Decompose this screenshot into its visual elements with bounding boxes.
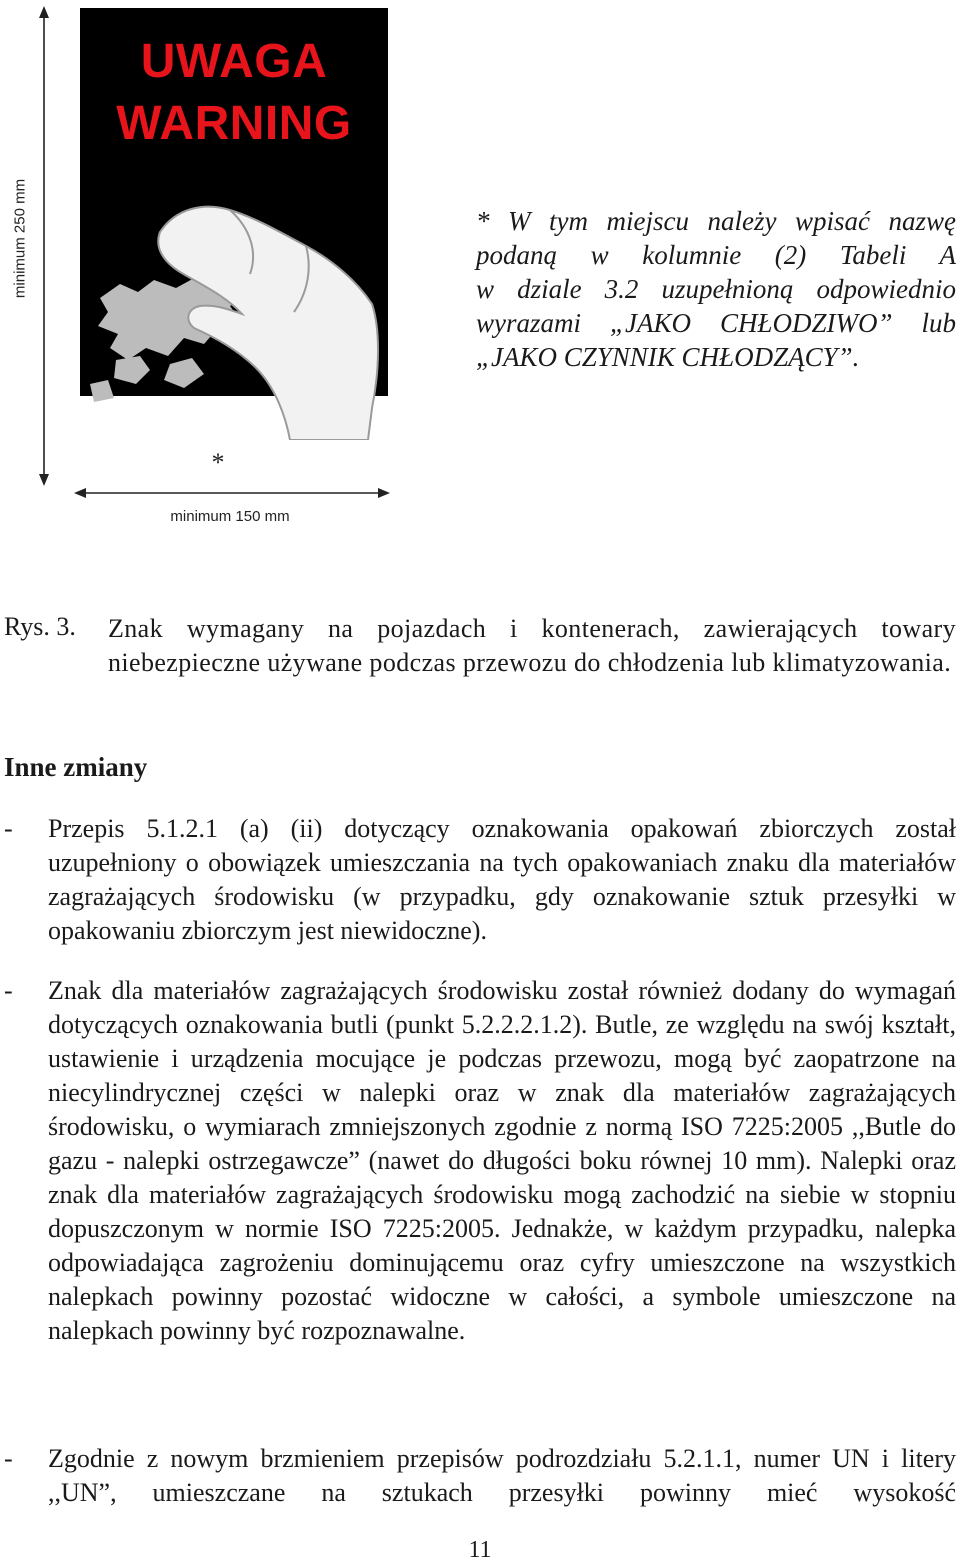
sign-title-warning: WARNING: [116, 97, 352, 150]
note-line: „JAKO CZYNNIK CHŁODZĄCY”.: [476, 342, 860, 372]
list-dash: -: [4, 1444, 13, 1473]
figure-caption-text: Znak wymagany na pojazdach i kontenerach, zawierających towary niebezpieczne używane podczas przewozu do chłodzenia lub klimatyzowania.: [108, 614, 956, 677]
placeholder-star: *: [211, 448, 225, 477]
height-label: minimum 250 mm: [11, 178, 29, 299]
note-line: podaną w kolumnie (2) Tabeli A: [476, 240, 956, 270]
list-item-text: Znak dla materiałów zagrażających środowisku został również dodany do wymagań dotyczących oznakowania butli (punkt 5.2.2.2.1.2). Butle, ze względu na swój kształt, ustawienie i urządzenia mocujące je podczas przewozu, mogą być zaopatrzone na niecylindrycznej części w nalepki oraz w znak dla materiałów zagrażających środowisku, o wymiarach zmniejszonych zgodnie z normą ISO 7225:2005 ,,Butle do gazu - nalepki ostrzegawcze” (nawet do długości boku równej 10 mm). Nalepki oraz znak dla materiałów zagrażających środowisku mogą zachodzić na siebie w stopniu dopuszczonym w normie ISO 7225:2005. Jednakże, w każdym przypadku, nalepka odpowiadająca zagrożeniu dominującemu oraz cyfry umieszczone na wszystkich nalepkach powinny pozostać widoczne w całości, a symbole umieszczone na nalepkach powinny być rozpoznawalne.: [48, 976, 956, 1345]
list-item-text: Zgodnie z nowym brzmieniem przepisów podrozdziału 5.2.1.1, numer UN i litery ,,UN”, umieszczane na sztukach przesyłki powinny mieć wysokość: [48, 1444, 956, 1507]
height-dimension-arrow: [30, 6, 58, 486]
width-dimension-arrow: [74, 482, 390, 504]
frozen-hand-icon: [80, 188, 388, 440]
page-number: 11: [468, 1537, 492, 1563]
warning-sign: [80, 8, 388, 477]
note-line: w dziale 3.2 uzupełnioną odpowiednio: [476, 274, 956, 304]
sign-title-uwaga: UWAGA: [140, 35, 328, 88]
list-item-text: Przepis 5.1.2.1 (a) (ii) dotyczący oznakowania opakowań zbiorczych został uzupełniony o obowiązek umieszczania na tych opakowaniach znaku dla materiałów zagrażających środowisku (w przypadku, gdy oznakowanie sztuk przesyłki w opakowaniu zbiorczym jest niewidoczne).: [48, 814, 956, 945]
width-label: minimum 150 mm: [170, 508, 290, 525]
figure-caption-label: Rys. 3.: [4, 612, 76, 641]
list-dash: -: [4, 814, 13, 843]
figure-note: [476, 204, 956, 374]
section-heading: Inne zmiany: [4, 752, 148, 782]
list-dash: -: [4, 976, 13, 1005]
note-line: wyrazami „JAKO CHŁODZIWO” lub: [476, 308, 956, 338]
note-line: * W tym miejscu należy wpisać nazwę: [476, 206, 956, 236]
